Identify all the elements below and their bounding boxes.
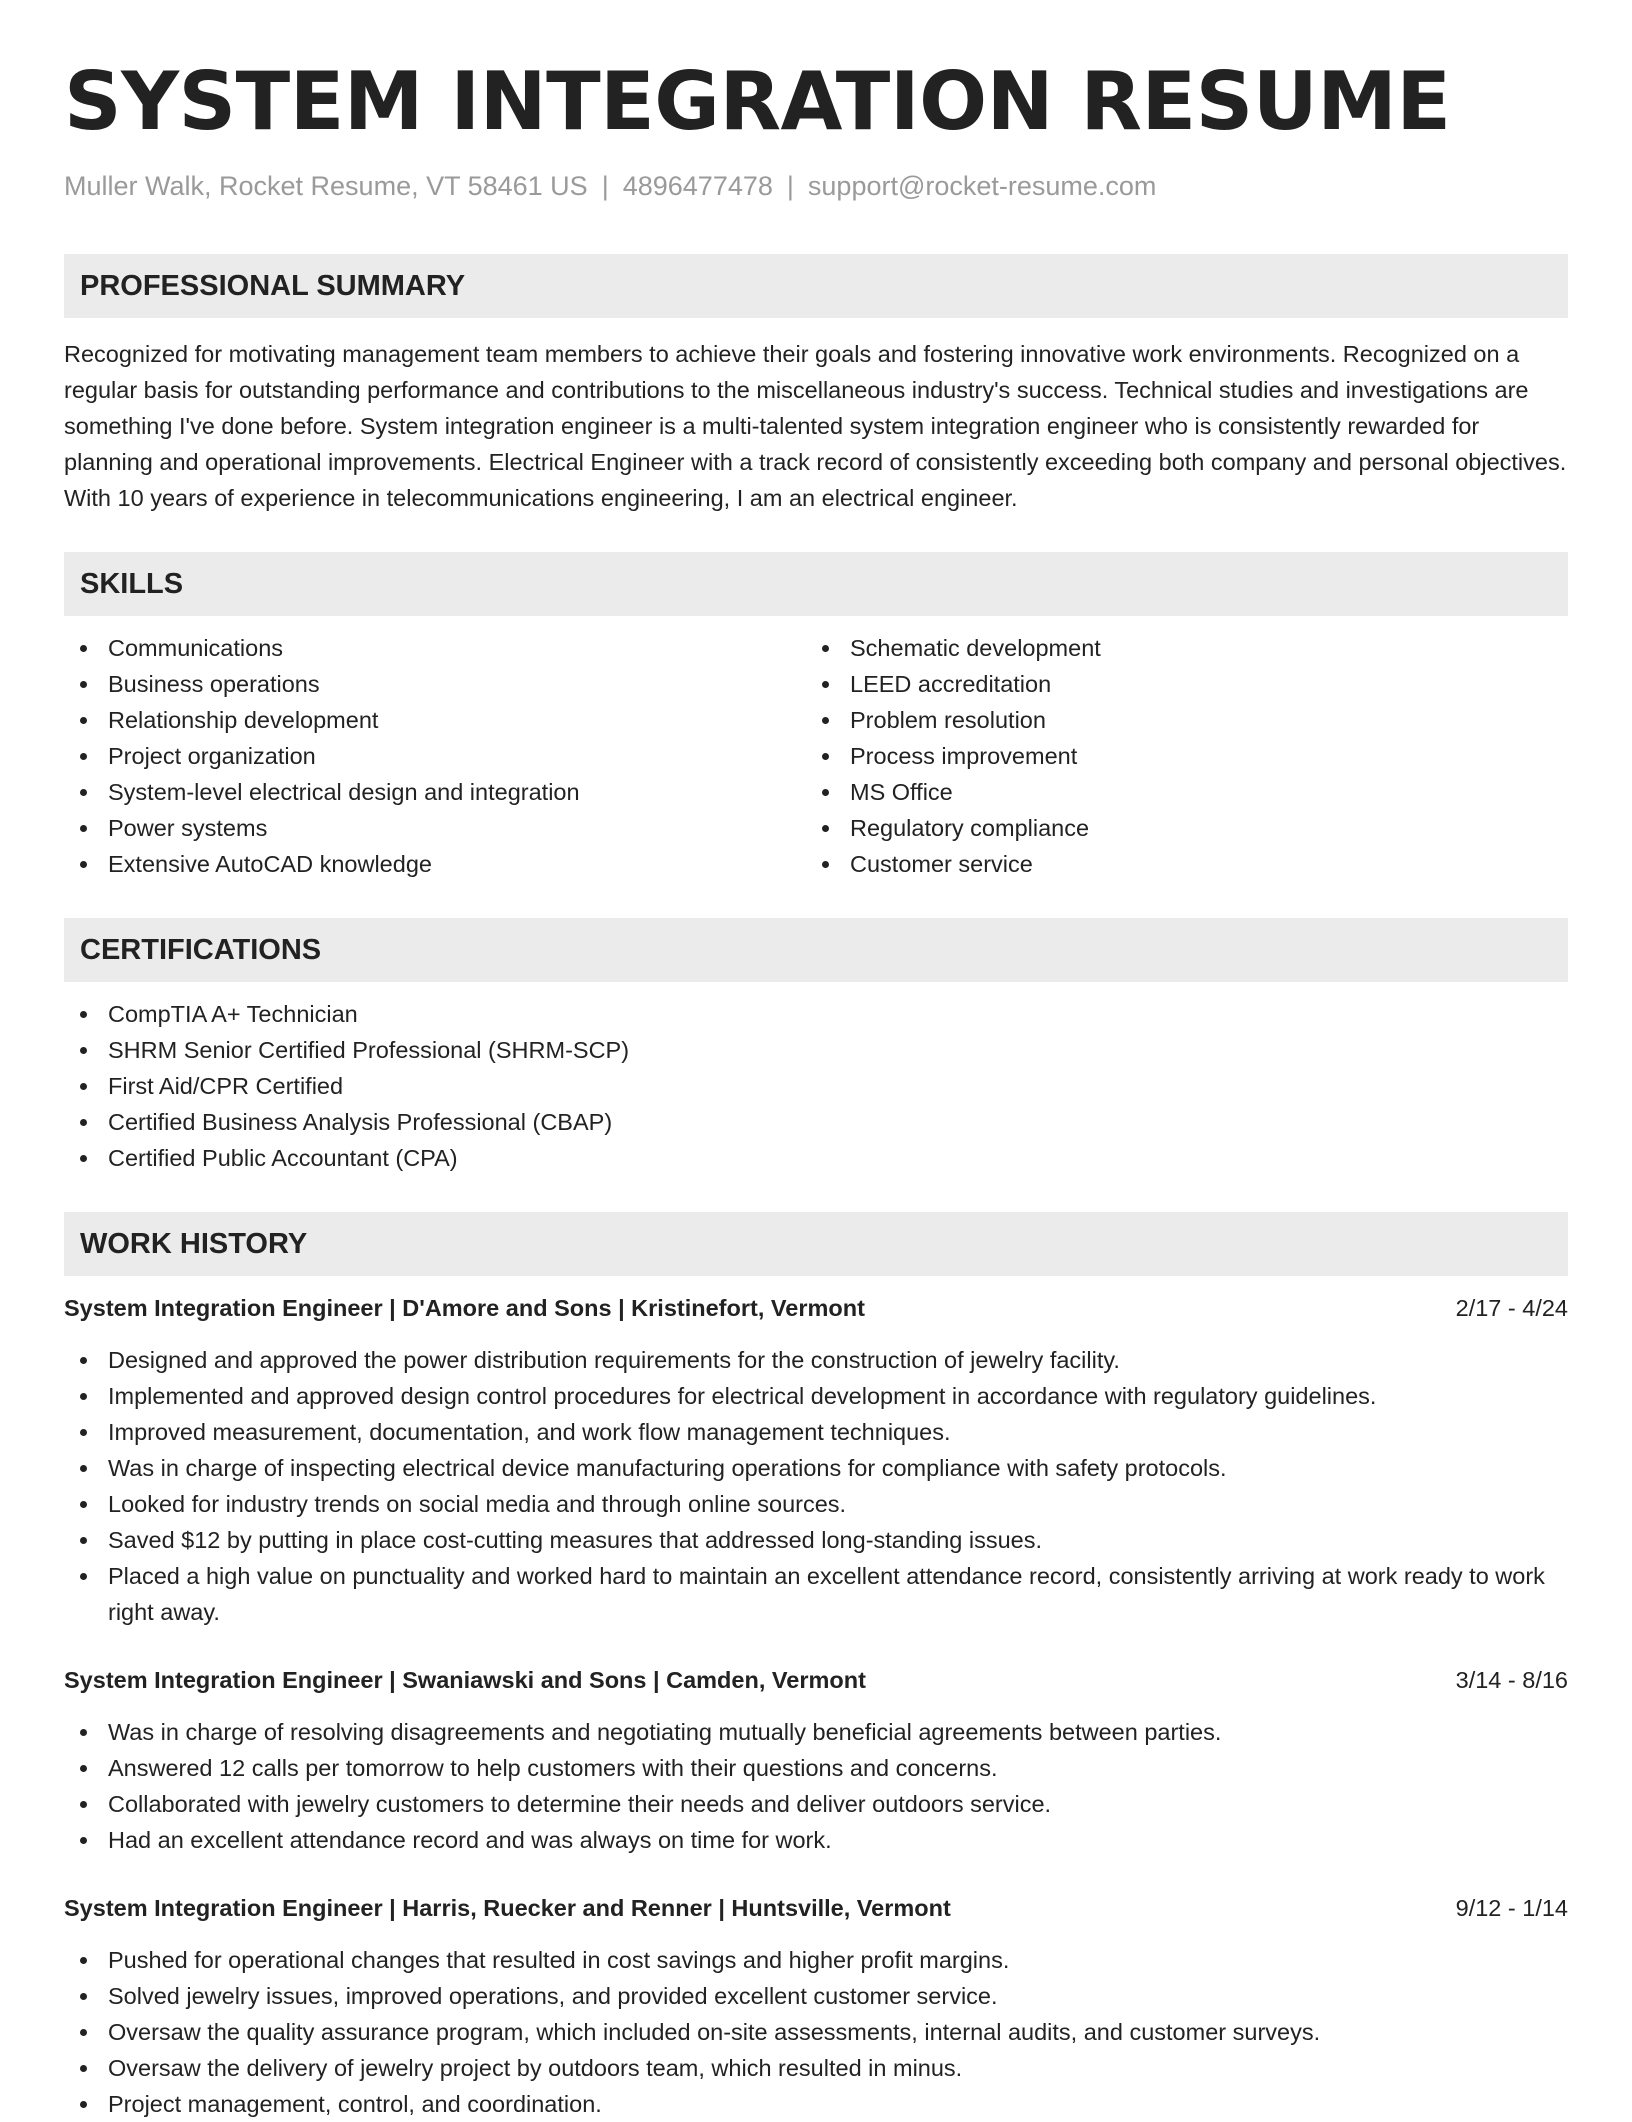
skill-item: Communications xyxy=(64,630,806,666)
section-header-work-history: WORK HISTORY xyxy=(64,1212,1568,1276)
skill-item: Project organization xyxy=(64,738,806,774)
job-bullet: Had an excellent attendance record and was always on time for work. xyxy=(64,1822,1568,1858)
job-header xyxy=(64,1662,1568,1698)
certification-item: Certified Business Analysis Professional (CBAP) xyxy=(64,1104,1568,1140)
skill-item: Regulatory compliance xyxy=(806,810,1548,846)
skill-item: Power systems xyxy=(64,810,806,846)
skill-item: Process improvement xyxy=(806,738,1548,774)
job-bullet: Was in charge of inspecting electrical device manufacturing operations for compliance with safety protocols. xyxy=(64,1450,1568,1486)
job-bullets xyxy=(64,1342,1568,1630)
job-bullets xyxy=(64,1714,1568,1858)
job-bullet: Designed and approved the power distribution requirements for the construction of jewelry facility. xyxy=(64,1342,1568,1378)
contact-line xyxy=(64,168,1568,204)
certification-item: CompTIA A+ Technician xyxy=(64,996,1568,1032)
resume-page xyxy=(64,52,1568,2122)
skills-list-right xyxy=(806,630,1548,882)
job-dates: 2/17 - 4/24 xyxy=(1455,1295,1568,1321)
job-bullet: Collaborated with jewelry customers to determine their needs and deliver outdoors service. xyxy=(64,1786,1568,1822)
job-bullet: Looked for industry trends on social media and through online sources. xyxy=(64,1486,1568,1522)
section-header-skills: SKILLS xyxy=(64,552,1568,616)
skills-list-left xyxy=(64,630,806,882)
job-title: System Integration Engineer | Swaniawski and Sons | Camden, Vermont xyxy=(64,1667,866,1693)
contact-email: support@rocket-resume.com xyxy=(807,171,1157,201)
skill-item: Schematic development xyxy=(806,630,1548,666)
certification-item: First Aid/CPR Certified xyxy=(64,1068,1568,1104)
job-header xyxy=(64,1290,1568,1326)
job-bullet: Improved measurement, documentation, and work flow management techniques. xyxy=(64,1414,1568,1450)
page-title: SYSTEM INTEGRATION RESUME xyxy=(64,55,1451,148)
certification-item: Certified Public Accountant (CPA) xyxy=(64,1140,1568,1176)
skill-item: Problem resolution xyxy=(806,702,1548,738)
section-header-certifications: CERTIFICATIONS xyxy=(64,918,1568,982)
skill-item: MS Office xyxy=(806,774,1548,810)
job-bullet: Oversaw the delivery of jewelry project by outdoors team, which resulted in minus. xyxy=(64,2050,1568,2086)
job-bullet: Was in charge of resolving disagreements and negotiating mutually beneficial agreements between parties. xyxy=(64,1714,1568,1750)
skill-item: Extensive AutoCAD knowledge xyxy=(64,846,806,882)
skill-item: Customer service xyxy=(806,846,1548,882)
certification-item: SHRM Senior Certified Professional (SHRM-SCP) xyxy=(64,1032,1568,1068)
job-dates: 9/12 - 1/14 xyxy=(1455,1895,1568,1921)
job-bullet: Answered 12 calls per tomorrow to help customers with their questions and concerns. xyxy=(64,1750,1568,1786)
job-bullet: Placed a high value on punctuality and worked hard to maintain an excellent attendance record, consistently arriving at work ready to work right away. xyxy=(64,1558,1568,1630)
job-bullet: Implemented and approved design control procedures for electrical development in accordance with regulatory guidelines. xyxy=(64,1378,1568,1414)
skill-item: System-level electrical design and integration xyxy=(64,774,806,810)
contact-separator: | xyxy=(786,171,794,201)
job-bullets xyxy=(64,1942,1568,2122)
job-bullet: Saved $12 by putting in place cost-cutting measures that addressed long-standing issues. xyxy=(64,1522,1568,1558)
job-dates: 3/14 - 8/16 xyxy=(1455,1667,1568,1693)
contact-separator: | xyxy=(601,171,609,201)
skill-item: Business operations xyxy=(64,666,806,702)
job-bullet: Project management, control, and coordination. xyxy=(64,2086,1568,2122)
summary-text: Recognized for motivating management team members to achieve their goals and fostering innovative work environments. Recognized on a regular basis for outstanding performance and contributions to the miscellaneous industry's success. Technical studies and investigations are something I've done before. System integration engineer is a multi-talented system integration engineer who is consistently rewarded for planning and operational improvements. Electrical Engineer with a track record of consistently exceeding both company and personal objectives. With 10 years of experience in telecommunications engineering, I am an electrical engineer. xyxy=(64,341,1567,511)
skill-item: LEED accreditation xyxy=(806,666,1548,702)
skill-item: Relationship development xyxy=(64,702,806,738)
contact-address: Muller Walk, Rocket Resume, VT 58461 US xyxy=(64,171,588,201)
job-entry xyxy=(64,1890,1568,2122)
job-entry xyxy=(64,1290,1568,1630)
job-entry xyxy=(64,1662,1568,1858)
job-header xyxy=(64,1890,1568,1926)
job-title: System Integration Engineer | D'Amore and Sons | Kristinefort, Vermont xyxy=(64,1295,865,1321)
job-title: System Integration Engineer | Harris, Ruecker and Renner | Huntsville, Vermont xyxy=(64,1895,951,1921)
job-bullet: Solved jewelry issues, improved operations, and provided excellent customer service. xyxy=(64,1978,1568,2014)
certifications-list xyxy=(64,996,1568,1176)
job-bullet: Pushed for operational changes that resulted in cost savings and higher profit margins. xyxy=(64,1942,1568,1978)
contact-phone: 4896477478 xyxy=(622,171,773,201)
job-bullet: Oversaw the quality assurance program, which included on-site assessments, internal audits, and customer surveys. xyxy=(64,2014,1568,2050)
section-header-summary: PROFESSIONAL SUMMARY xyxy=(64,254,1568,318)
skills-columns xyxy=(64,630,1568,882)
